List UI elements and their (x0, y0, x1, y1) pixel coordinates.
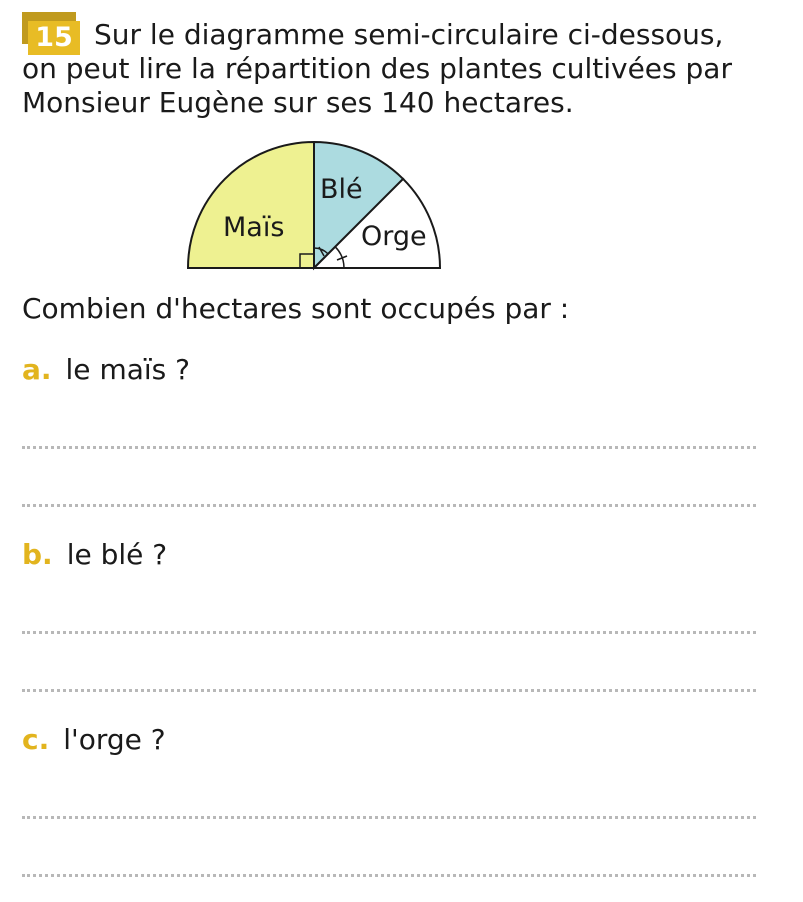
intro-line-1: Sur le diagramme semi-circulaire ci-dessous, (94, 18, 724, 51)
item-a-letter: a. (22, 353, 52, 386)
label-orge: Orge (361, 221, 427, 252)
label-mais: Maïs (223, 212, 285, 243)
item-b (22, 538, 167, 572)
answer-line-b2[interactable] (22, 689, 756, 692)
sector-mais (188, 142, 314, 268)
answer-line-c2[interactable] (22, 874, 756, 877)
item-c (22, 723, 166, 757)
answer-line-a2[interactable] (22, 504, 756, 507)
semicircular-diagram (180, 138, 450, 278)
intro-line-2: on peut lire la répartition des plantes cultivées par (22, 52, 732, 85)
question-prompt: Combien d'hectares sont occupés par : (22, 292, 570, 325)
item-a (22, 353, 190, 387)
label-ble: Blé (320, 174, 363, 205)
item-b-text: le blé ? (66, 538, 168, 571)
answer-line-c1[interactable] (22, 816, 756, 819)
item-c-letter: c. (22, 723, 50, 756)
exercise-number: 15 (28, 21, 80, 55)
item-a-text: le maïs ? (65, 353, 190, 386)
intro-line-3: Monsieur Eugène sur ses 140 hectares. (22, 86, 574, 119)
exercise-statement (22, 18, 782, 120)
item-b-letter: b. (22, 538, 53, 571)
item-c-text: l'orge ? (63, 723, 166, 756)
answer-line-a1[interactable] (22, 446, 756, 449)
answer-line-b1[interactable] (22, 631, 756, 634)
